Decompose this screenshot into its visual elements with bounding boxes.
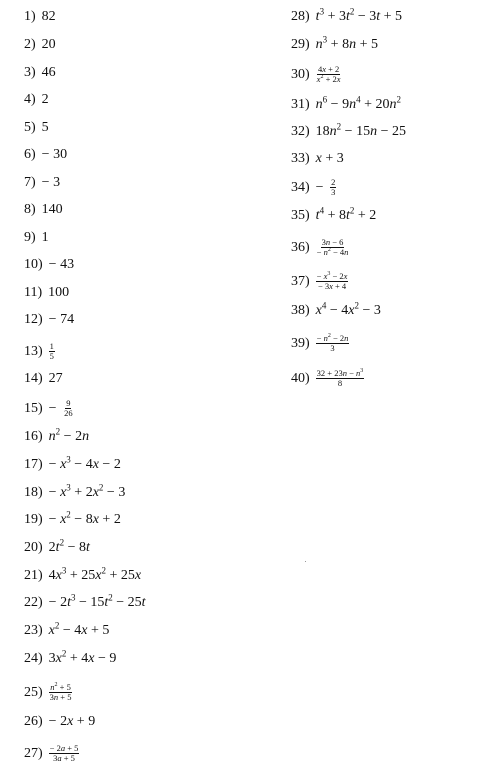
answer-number: 26): [24, 714, 43, 729]
answer-item: [24, 284, 69, 302]
answer-item: [24, 683, 72, 702]
answer-item: [24, 511, 121, 529]
answer-item: [24, 456, 121, 474]
answer-number: 8): [24, 202, 36, 217]
answer-number: 1): [24, 9, 36, 24]
answer-number: 5): [24, 120, 36, 135]
answer-expression: 140: [41, 202, 63, 217]
answer-expression: − 30: [41, 147, 68, 162]
answer-number: 16): [24, 429, 43, 444]
answer-item: [24, 146, 67, 164]
fraction: $\frac{- n^2 - 2n}{3}$: [316, 333, 349, 353]
answer-item: [24, 370, 63, 388]
answer-number: 34): [291, 179, 310, 195]
answer-number: 18): [24, 485, 43, 500]
answer-item: [24, 594, 146, 612]
answer-expression: − $x^2 - 8x + 2$: [48, 509, 121, 527]
answer-expression: 82: [41, 9, 56, 24]
answer-expression: [316, 238, 350, 257]
answer-item: [291, 302, 381, 320]
answer-expression: $2t^2 - 8t$: [48, 537, 90, 555]
answer-item: [291, 150, 344, 168]
fraction: $\frac{- x^3 - 2x}{- 3x + 4}$: [316, 271, 348, 291]
fraction: $\frac{32 + 23n - n^3}{8}$: [316, 368, 364, 388]
answer-item: [24, 539, 90, 557]
answer-item: [24, 64, 56, 82]
answer-item: [291, 8, 402, 26]
answer-item: [291, 238, 349, 257]
answer-expression: 2: [41, 92, 49, 107]
answer-item: [291, 178, 336, 197]
answer-expression: $18n^2 - 15n - 25$: [315, 121, 406, 139]
answer-number: 20): [24, 540, 43, 555]
answer-expression: $n^6 - 9n^4 + 20n^2$: [315, 94, 401, 112]
answer-number: 17): [24, 457, 43, 472]
answer-number: 13): [24, 343, 43, 359]
fraction: $\frac{1}{5}$: [49, 341, 54, 361]
answer-expression: − 2x + 9: [48, 714, 96, 729]
answer-expression: 20: [41, 37, 56, 52]
answer-expression: [316, 65, 342, 84]
answer-number: 9): [24, 230, 36, 245]
answer-item: [291, 36, 378, 54]
answer-number: 37): [291, 273, 310, 289]
answer-expression: $n^2 - 2n$: [48, 426, 90, 444]
fraction: $\frac{n^2 + 5}{3n + 5}$: [49, 682, 72, 702]
answer-expression: − 43: [48, 257, 75, 272]
answer-item: [24, 119, 49, 137]
answer-number: 36): [291, 239, 310, 255]
answer-expression: [49, 744, 80, 763]
answer-expression: − $2t^3 - 15t^2 - 25t$: [48, 592, 146, 610]
answer-expression: 27: [48, 371, 63, 386]
answer-number: 7): [24, 175, 36, 190]
answer-number: 21): [24, 568, 43, 583]
answer-item: [291, 272, 348, 291]
answer-expression: $t^3 + 3t^2 - 3t + 5$: [315, 6, 403, 24]
answer-expression: − $\frac{2}{3}$: [315, 177, 336, 197]
answer-expression: [49, 683, 73, 702]
answer-number: 6): [24, 147, 36, 162]
answer-number: 27): [24, 745, 43, 761]
answer-number: 30): [291, 66, 310, 82]
answer-item: [24, 622, 109, 640]
answer-expression: − $x^3 - 4x - 2$: [48, 454, 121, 472]
answer-number: 38): [291, 303, 310, 318]
answer-item: [24, 229, 49, 247]
answer-item: [291, 123, 406, 141]
answer-number: 14): [24, 371, 43, 386]
answer-item: [24, 650, 116, 668]
answer-number: 4): [24, 92, 36, 107]
answer-expression: − 3: [41, 175, 61, 190]
answer-item: [24, 91, 49, 109]
answer-item: [24, 399, 74, 418]
answer-expression: $x^4 - 4x^2 - 3$: [315, 300, 381, 318]
answer-item: [24, 428, 89, 446]
answer-number: 24): [24, 651, 43, 666]
answer-expression: $3x^2 + 4x - 9$: [48, 648, 117, 666]
answer-number: 22): [24, 595, 43, 610]
answer-expression: $4x^3 + 25x^2 + 25x$: [48, 565, 142, 583]
answer-expression: 46: [41, 65, 56, 80]
answer-expression: 5: [41, 120, 49, 135]
fraction: $\frac{4x + 2}{x^2 + 2x}$: [316, 64, 341, 84]
answer-number: 35): [291, 208, 310, 223]
answer-expression: − $\frac{9}{26}$: [48, 398, 73, 418]
answer-expression: [316, 334, 350, 353]
answer-item: [291, 65, 342, 84]
answer-item: [24, 311, 74, 329]
answer-expression: − $x^3 + 2x^2 - 3$: [48, 482, 126, 500]
answer-item: [291, 334, 349, 353]
answer-item: [291, 369, 364, 388]
answer-item: [24, 713, 95, 731]
answer-number: 12): [24, 312, 43, 327]
answer-item: [24, 201, 63, 219]
answer-expression: [316, 369, 365, 388]
fraction: $\frac{- 2a + 5}{3a + 5}$: [49, 743, 79, 763]
answer-number: 2): [24, 37, 36, 52]
answer-number: 29): [291, 37, 310, 52]
answer-number: 15): [24, 400, 43, 416]
answer-expression: 1: [41, 230, 49, 245]
answer-item: [24, 342, 55, 361]
fraction: $\frac{9}{26}$: [64, 398, 73, 418]
answer-expression: − 74: [48, 312, 75, 327]
answer-item: [24, 8, 56, 26]
answer-item: [291, 207, 376, 225]
stray-dot: [305, 561, 306, 562]
answer-number: 32): [291, 124, 310, 139]
answer-number: 40): [291, 370, 310, 386]
answer-item: [24, 744, 79, 763]
answer-item: [24, 484, 125, 502]
answer-number: 23): [24, 623, 43, 638]
answer-number: 19): [24, 512, 43, 527]
answer-item: [24, 174, 60, 192]
answer-number: 11): [24, 285, 43, 300]
answer-expression: [316, 272, 349, 291]
fraction: $\frac{3n - 6}{- n^2 - 4n}$: [316, 237, 349, 257]
answer-expression: $t^4 + 8t^2 + 2$: [315, 205, 377, 223]
answer-item: [291, 96, 401, 114]
answer-expression: $n^3 + 8n + 5$: [315, 34, 378, 52]
answer-number: 31): [291, 97, 310, 112]
answer-number: 10): [24, 257, 43, 272]
answer-expression: $x^2 - 4x + 5$: [48, 620, 110, 638]
answer-number: 25): [24, 684, 43, 700]
answer-number: 39): [291, 335, 310, 351]
answer-expression: x + 3: [315, 151, 344, 166]
answer-expression: 100: [48, 285, 70, 300]
answer-number: 33): [291, 151, 310, 166]
fraction: $\frac{2}{3}$: [331, 177, 336, 197]
answer-item: [24, 567, 141, 585]
answer-item: [24, 36, 56, 54]
answer-expression: [49, 342, 55, 361]
answer-number: 28): [291, 9, 310, 24]
answer-item: [24, 256, 74, 274]
answer-number: 3): [24, 65, 36, 80]
